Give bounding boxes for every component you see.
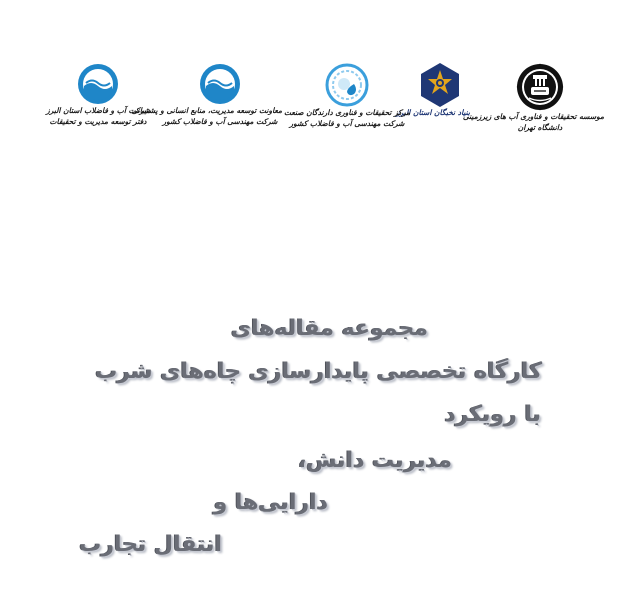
title-line-1: مجموعه مقاله‌های	[230, 316, 428, 341]
caption-line: شرکت مهندسی آب و فاضلاب کشور	[162, 116, 278, 126]
title-line-6: انتقال تجارب	[79, 532, 222, 557]
caption-line: مرکز تحقیقات و فناوری دارندگان صنعت	[284, 108, 410, 117]
caption-line: معاونت توسعه مدیریت، منابع انسانی و پشتیبانی	[131, 106, 282, 115]
caption-line: شرکت مهندسی آب و فاضلاب کشور	[289, 118, 405, 128]
caption-line: موسسه تحقیقات و فناوری آب های زیرزمینی	[462, 112, 604, 121]
title-line-3: با رویکرد	[444, 402, 541, 427]
caption-line: شرکت آب و فاضلاب استان البرز	[46, 106, 150, 115]
title-line-2: کارگاه تخصصی پایدارسازی چاه‌های شرب	[95, 359, 542, 384]
caption-line: دفتر توسعه مدیریت و تحقیقات	[49, 116, 147, 126]
title-line-4: مدیریت دانش،	[297, 448, 452, 473]
caption-line: بنیاد نخبگان استان البرز	[395, 108, 470, 117]
caption-line: دانشگاه تهران	[517, 122, 563, 132]
title-line-5: دارایی‌ها و	[213, 490, 328, 515]
